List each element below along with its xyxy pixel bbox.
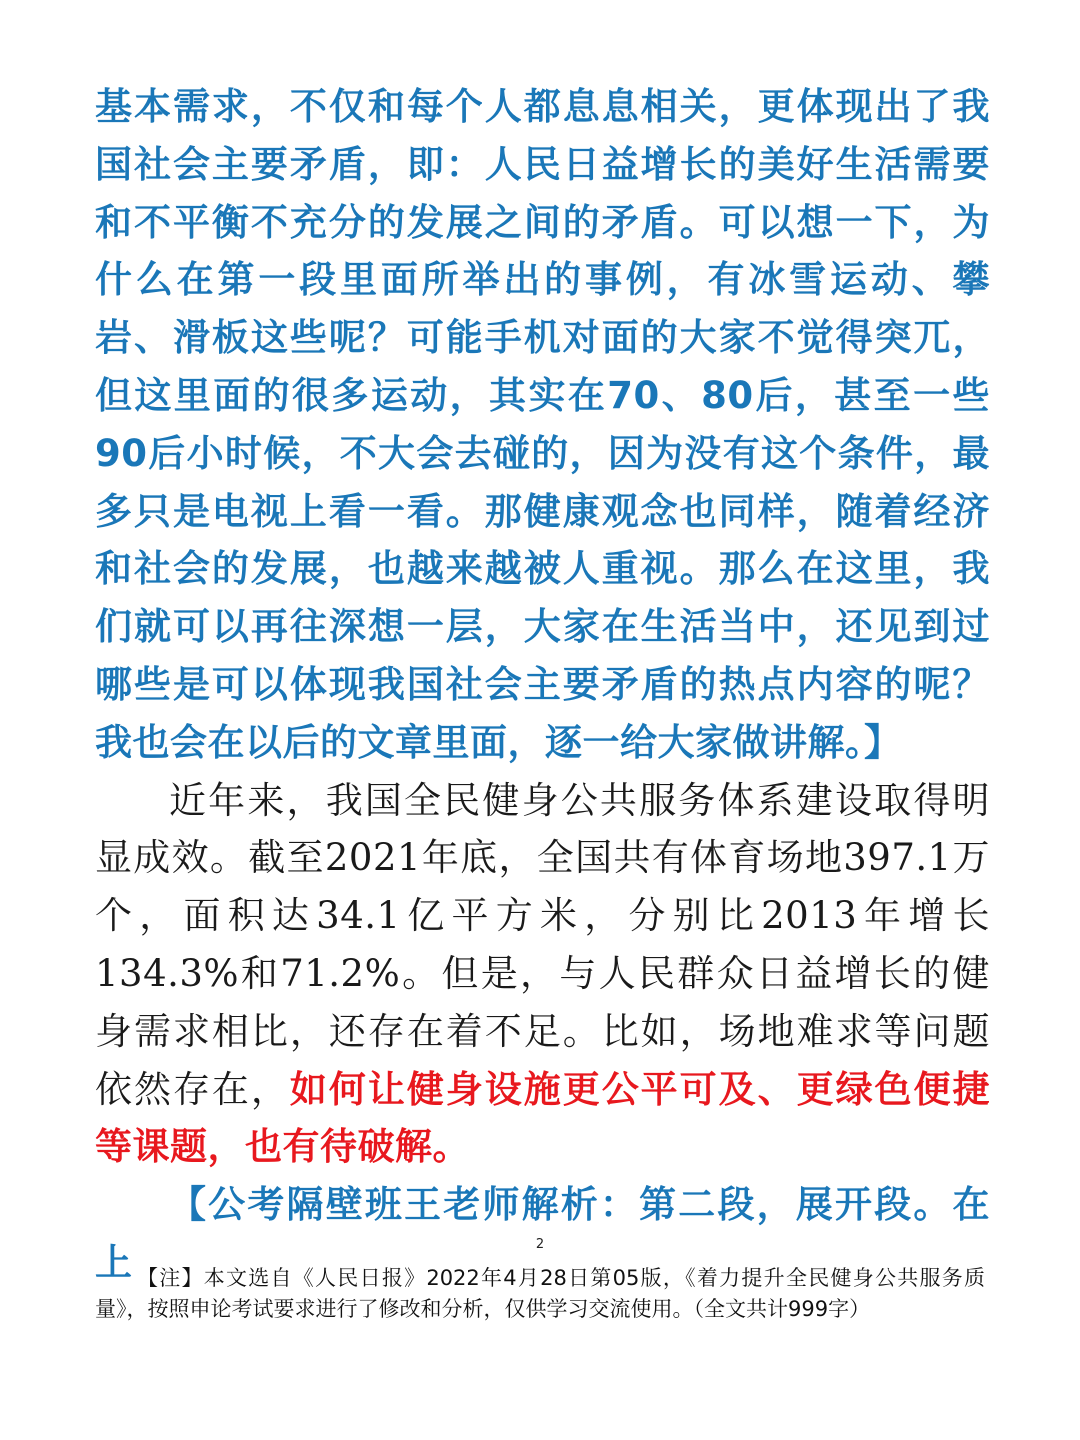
article-body	[95, 78, 990, 1292]
footnote-text: 【注】本文选自《人民日报》2022年4月28日第05版，《着力提升全民健身公共服务质量》，按照申论考试要求进行了修改和分析，仅供学习交流使用。（全文共计999字）	[95, 1266, 985, 1321]
analysis-paragraph-continued: 基本需求，不仅和每个人都息息相关，更体现出了我国社会主要矛盾，即：人民日益增长的美好生活需要和不平衡不充分的发展之间的矛盾。可以想一下，为什么在第一段里面所举出的事例，有冰雪运动、攀岩、滑板这些呢？可能手机对面的大家不觉得突兀，但这里面的很多运动，其实在70、80后，甚至一些90后小时候，不大会去碰的，因为没有这个条件，最多只是电视上看一看。那健康观念也同样，随着经济和社会的发展，也越来越被人重视。那么在这里，我们就可以再往深想一层，大家在生活当中，还见到过哪些是可以体现我国社会主要矛盾的热点内容的呢？我也会在以后的文章里面，逐一给大家做讲解。】	[95, 85, 990, 764]
footnote	[95, 1263, 985, 1325]
paragraph-text: 近年来，我国全民健身公共服务体系建设取得明显成效。截至2021年底，全国共有体育场地397.1万个，面积达34.1亿平方米，分别比2013年增长134.3%和71.2%。但是，与人民群众日益增长的健身需求相比，还存在着不足。比如，场地难求等问题依然存在，	[95, 778, 990, 1111]
highlighted-key-sentence: 如何让健身设施更公平可及、更绿色便捷等课题，也有待破解。	[95, 1067, 991, 1169]
article-paragraph	[95, 772, 990, 1177]
analysis-paragraph-start: 【公考隔壁班王老师解析：第二段，展开段。在上	[95, 1183, 990, 1284]
page-number: 2	[535, 1237, 545, 1252]
